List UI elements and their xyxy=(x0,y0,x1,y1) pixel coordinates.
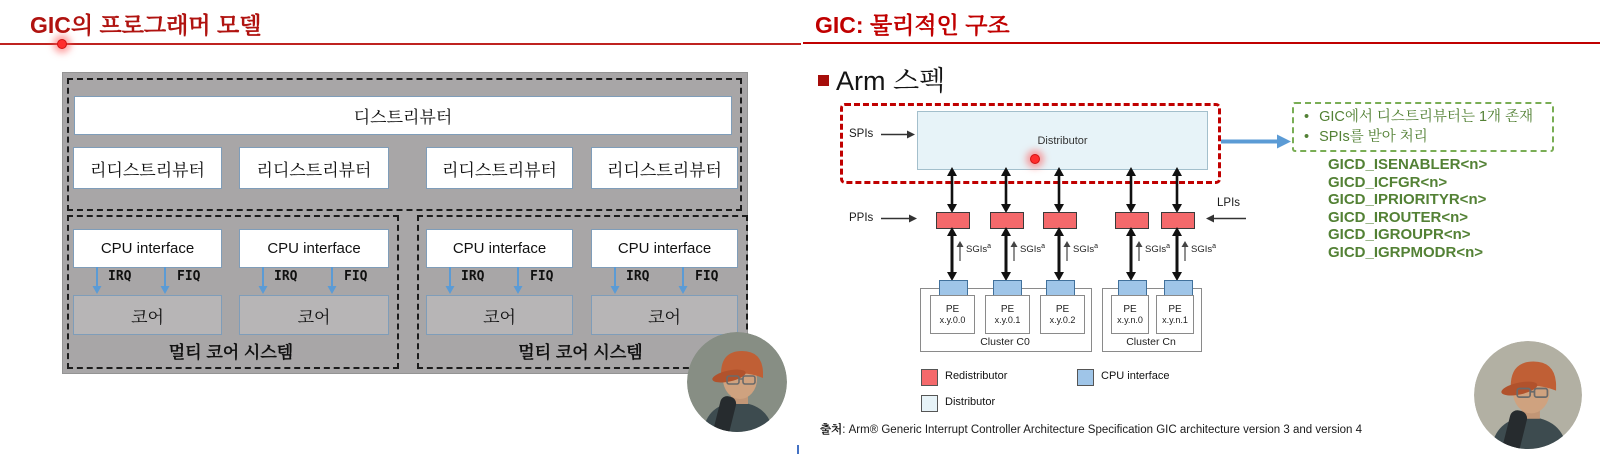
left-slide-title: GIC의 프로그래머 모델 xyxy=(30,12,262,38)
spis-arrow xyxy=(881,130,915,139)
distributor-redistributor-arrow xyxy=(1000,167,1012,213)
register-name: GICD_IGROUPR<n> xyxy=(1328,226,1471,243)
sgis-arrow xyxy=(1181,241,1189,261)
pe-box: PE x.y.0.2 xyxy=(1040,295,1085,334)
register-name: GICD_ISENABLER<n> xyxy=(1328,156,1488,173)
legend-distributor-swatch xyxy=(921,395,938,412)
gicd-register-list xyxy=(1328,156,1487,261)
sgis-arrow xyxy=(1063,241,1071,261)
cpu-interface-box: CPU interface xyxy=(591,229,738,268)
callout-bullet: • GIC에서 디스트리뷰터는 1개 존재 xyxy=(1304,109,1534,125)
distributor-redistributor-arrow xyxy=(1171,167,1183,213)
irq-label: IRQ xyxy=(626,269,650,284)
redistributor-box: 리디스트리뷰터 xyxy=(426,147,573,189)
pe-box: PE x.y.0.0 xyxy=(930,295,975,334)
fiq-label: FIQ xyxy=(695,269,719,284)
legend-cpu-interface-swatch xyxy=(1077,369,1094,386)
laser-pointer-dot xyxy=(1030,154,1040,164)
register-name: GICD_IGRPMODR<n> xyxy=(1328,243,1484,261)
irq-label: IRQ xyxy=(461,269,485,284)
fiq-arrow xyxy=(678,267,688,294)
cluster-cn-label: Cluster Cn xyxy=(1126,336,1176,348)
irq-arrow xyxy=(445,267,455,294)
cpu-interface-box: CPU interface xyxy=(73,229,222,268)
multicore-system-label: 멀티 코어 시스템 xyxy=(168,343,294,362)
irq-label: IRQ xyxy=(108,269,132,284)
legend-cpu-interface-label: CPU interface xyxy=(1101,370,1170,382)
irq-arrow xyxy=(610,267,620,294)
sgis-arrow xyxy=(1010,241,1018,261)
sgis-label: SGIs$^a$ xyxy=(1145,243,1171,256)
register-name: GICD_ICFGR<n> xyxy=(1328,173,1448,191)
lpis-arrow xyxy=(1206,214,1246,223)
legend-redistributor-swatch xyxy=(921,369,938,386)
bullet-square-icon xyxy=(818,75,829,86)
sgis-arrow xyxy=(1135,241,1143,261)
text-cursor-artifact xyxy=(797,445,799,454)
cpu-interface-box: CPU interface xyxy=(239,229,389,268)
core-box: 코어 xyxy=(591,295,738,335)
register-name: GICD_IROUTER<n> xyxy=(1328,208,1469,226)
spis-label: SPIs xyxy=(849,128,874,140)
fiq-label: FIQ xyxy=(530,269,554,284)
webcam-avatar-icon xyxy=(1474,341,1582,449)
right-slide-title: GIC: 물리적인 구조 xyxy=(815,12,1010,38)
redistributor-box: 리디스트리뷰터 xyxy=(73,147,222,189)
irq-label: IRQ xyxy=(274,269,298,284)
cluster-c0-label: Cluster C0 xyxy=(980,336,1030,348)
irq-arrow xyxy=(258,267,268,294)
distributor-redistributor-arrow xyxy=(946,167,958,213)
distributor-box: 디스트리뷰터 xyxy=(74,96,732,135)
left-title-underline xyxy=(0,43,801,45)
pe-box: PE x.y.n.1 xyxy=(1156,295,1194,334)
arm-spec-header: Arm 스펙 xyxy=(836,66,946,96)
irq-arrow xyxy=(92,267,102,294)
webcam-avatar-icon xyxy=(687,332,787,432)
pe-box: PE x.y.0.1 xyxy=(985,295,1030,334)
redistributor-box: 리디스트리뷰터 xyxy=(239,147,389,189)
distributor-callout xyxy=(1292,102,1554,152)
sgis-label: SGIs$^a$ xyxy=(1073,243,1099,256)
sgis-label: SGIs$^a$ xyxy=(1191,243,1217,256)
fiq-label: FIQ xyxy=(177,269,201,284)
sgis-label: SGIs$^a$ xyxy=(966,243,992,256)
fiq-label: FIQ xyxy=(344,269,368,284)
core-box: 코어 xyxy=(73,295,222,335)
sgis-label: SGIs$^a$ xyxy=(1020,243,1046,256)
legend-redistributor-label: Redistributor xyxy=(945,370,1008,382)
laser-pointer-dot xyxy=(57,39,67,49)
ppis-arrow xyxy=(881,214,917,223)
cpu-interface-box: CPU interface xyxy=(426,229,573,268)
source-citation: 출처: Arm® Generic Interrupt Controller Architecture Specification GIC architecture version 3 and version 4 xyxy=(820,424,1363,436)
callout-arrow xyxy=(1221,134,1291,149)
right-title-underline xyxy=(803,42,1600,44)
fiq-arrow xyxy=(327,267,337,294)
ppis-label: PPIs xyxy=(849,212,874,224)
pe-box: PE x.y.n.0 xyxy=(1111,295,1149,334)
arm-distributor-box: Distributor xyxy=(917,111,1208,170)
fiq-arrow xyxy=(513,267,523,294)
fiq-arrow xyxy=(160,267,170,294)
lpis-label: LPIs xyxy=(1217,197,1241,209)
distributor-redistributor-arrow xyxy=(1125,167,1137,213)
redistributor-box: 리디스트리뷰터 xyxy=(591,147,738,189)
callout-bullet: • SPIs를 받아 처리 xyxy=(1304,129,1428,145)
distributor-redistributor-arrow xyxy=(1053,167,1065,213)
core-box: 코어 xyxy=(239,295,389,335)
core-box: 코어 xyxy=(426,295,573,335)
legend-distributor-label: Distributor xyxy=(945,396,996,408)
sgis-arrow xyxy=(956,241,964,261)
multicore-system-label: 멀티 코어 시스템 xyxy=(518,343,643,362)
register-name: GICD_IPRIORITYR<n> xyxy=(1328,191,1487,208)
